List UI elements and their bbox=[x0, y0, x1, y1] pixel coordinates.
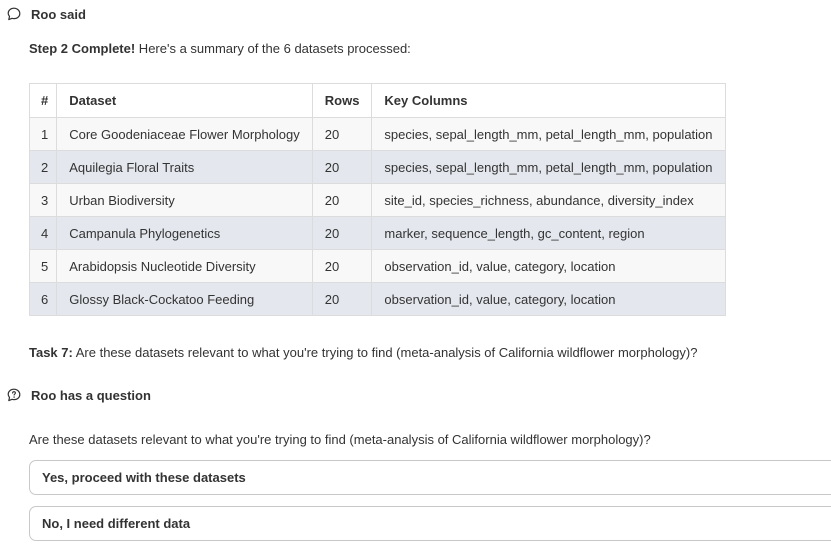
roo-said-header bbox=[6, 6, 86, 22]
question-text: Are these datasets relevant to what you're trying to find (meta-analysis of California wildflower morphology)? bbox=[29, 432, 651, 447]
row-number: 3 bbox=[30, 184, 57, 217]
option-proceed-button[interactable]: Yes, proceed with these datasets bbox=[29, 460, 831, 495]
summary-text bbox=[29, 41, 411, 56]
key-columns: observation_id, value, category, location bbox=[372, 283, 725, 316]
row-number: 6 bbox=[30, 283, 57, 316]
row-number: 1 bbox=[30, 118, 57, 151]
key-columns: site_id, species_richness, abundance, diversity_index bbox=[372, 184, 725, 217]
key-columns: marker, sequence_length, gc_content, region bbox=[372, 217, 725, 250]
column-header-number: # bbox=[30, 84, 57, 118]
question-header bbox=[6, 387, 151, 403]
row-count: 20 bbox=[312, 250, 372, 283]
row-number: 2 bbox=[30, 151, 57, 184]
roo-said-label: Roo said bbox=[31, 6, 86, 22]
datasets-table bbox=[29, 83, 726, 316]
dataset-name: Campanula Phylogenetics bbox=[57, 217, 313, 250]
table-header-row bbox=[30, 84, 726, 118]
row-count: 20 bbox=[312, 151, 372, 184]
key-columns: species, sepal_length_mm, petal_length_mm, population bbox=[372, 118, 725, 151]
table-row bbox=[30, 184, 726, 217]
task-text bbox=[29, 345, 697, 360]
dataset-name: Aquilegia Floral Traits bbox=[57, 151, 313, 184]
question-bubble-icon bbox=[6, 387, 22, 403]
row-number: 4 bbox=[30, 217, 57, 250]
dataset-name: Core Goodeniaceae Flower Morphology bbox=[57, 118, 313, 151]
table-row bbox=[30, 250, 726, 283]
row-count: 20 bbox=[312, 118, 372, 151]
row-count: 20 bbox=[312, 283, 372, 316]
row-count: 20 bbox=[312, 217, 372, 250]
task-bold: Task 7: bbox=[29, 345, 73, 360]
column-header-rows: Rows bbox=[312, 84, 372, 118]
summary-bold: Step 2 Complete! bbox=[29, 41, 136, 56]
question-header-label: Roo has a question bbox=[31, 387, 151, 403]
table-row bbox=[30, 118, 726, 151]
column-header-dataset: Dataset bbox=[57, 84, 313, 118]
table-row bbox=[30, 217, 726, 250]
dataset-name: Arabidopsis Nucleotide Diversity bbox=[57, 250, 313, 283]
task-rest: Are these datasets relevant to what you're trying to find (meta-analysis of California wildflower morphology)? bbox=[72, 345, 698, 360]
table-row bbox=[30, 283, 726, 316]
chat-bubble-icon bbox=[6, 6, 22, 22]
table-row bbox=[30, 151, 726, 184]
row-number: 5 bbox=[30, 250, 57, 283]
dataset-name: Urban Biodiversity bbox=[57, 184, 313, 217]
key-columns: species, sepal_length_mm, petal_length_mm, population bbox=[372, 151, 725, 184]
summary-rest: Here's a summary of the 6 datasets processed: bbox=[135, 41, 411, 56]
option-different-data-button[interactable]: No, I need different data bbox=[29, 506, 831, 541]
column-header-key-columns: Key Columns bbox=[372, 84, 725, 118]
key-columns: observation_id, value, category, location bbox=[372, 250, 725, 283]
row-count: 20 bbox=[312, 184, 372, 217]
dataset-name: Glossy Black-Cockatoo Feeding bbox=[57, 283, 313, 316]
